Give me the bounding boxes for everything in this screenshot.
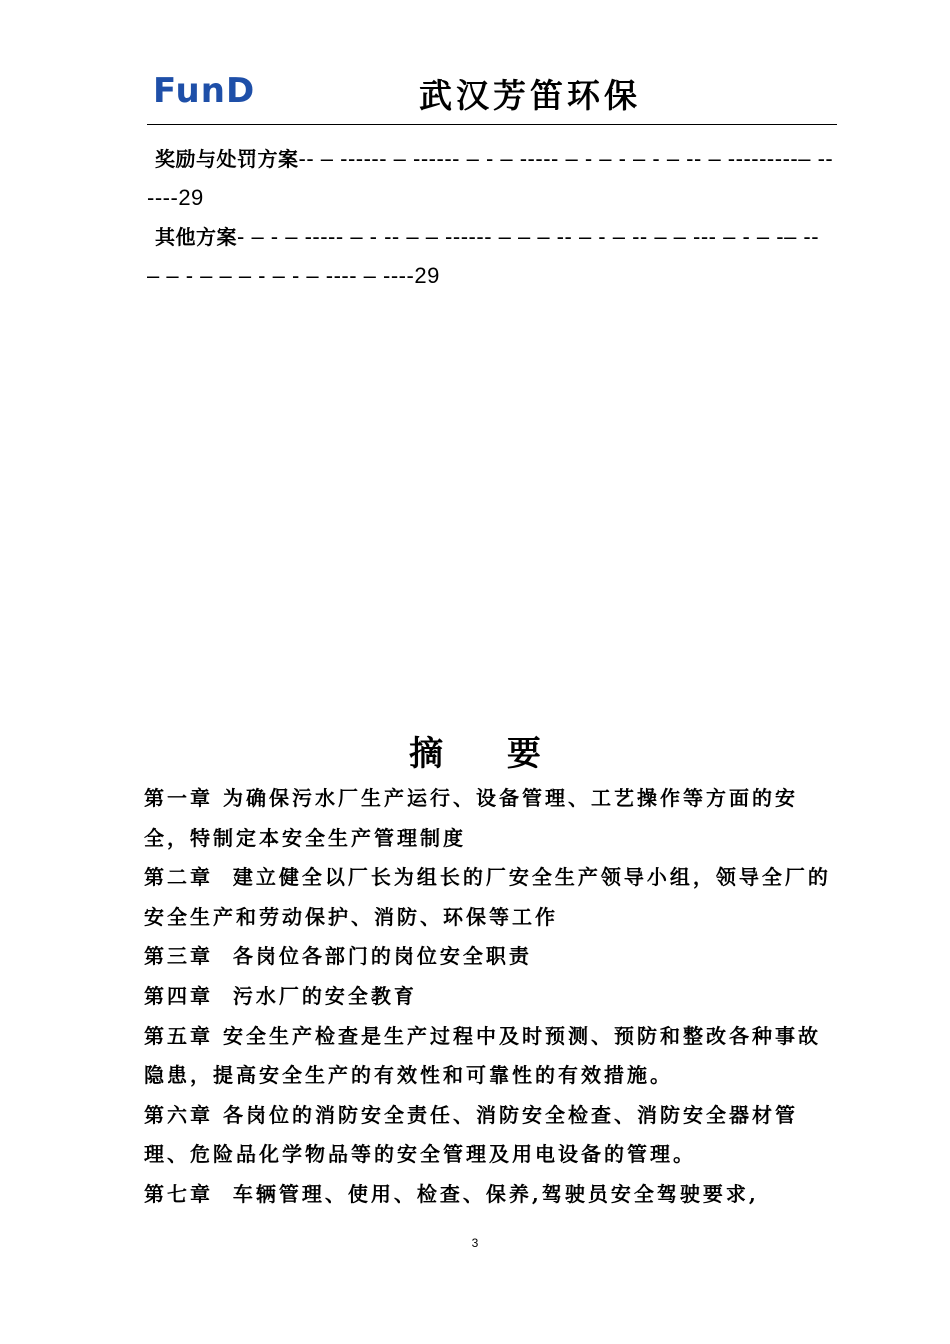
abstract-paragraph: 第一章 为确保污水厂生产运行、设备管理、工艺操作等方面的安全，特制定本安全生产管理制度 [144,786,798,850]
abstract-title: 摘 要 [409,734,567,774]
abstract-paragraph: 第七章 车辆管理、使用、检查、保养,驾驶员安全驾驶要求, [144,1181,759,1206]
toc-entry-page: 29 [178,185,204,210]
company-name: 武汉芳笛环保 [419,76,641,115]
page-number: 3 [471,1236,479,1250]
toc-entry[interactable] [147,140,837,218]
abstract-paragraph: 第五章 安全生产检查是生产过程中及时预测、预防和整改各种事故隐患，提高安全生产的有效性和可靠性的有效措施。 [144,1023,821,1088]
abstract-paragraph: 第二章 建立健全以厂长为组长的厂安全生产领导小组，领导全厂的安全生产和劳动保护、消防、环保等工作 [144,865,831,929]
abstract-body [144,779,837,1215]
abstract-paragraph: 第三章 各岗位各部门的岗位安全职责 [144,944,532,969]
toc-entry-title: 奖励与处罚方案 [155,147,299,171]
toc-entry-leader: - – - – ----- – - -- – – ------ – – – -- – - – -- – – --- – - – -– -- – – - – – – - – - – ---- – ---- [147,224,820,288]
table-of-contents [147,140,837,296]
toc-entry-title: 其他方案 [155,225,237,249]
toc-entry[interactable] [147,218,837,296]
abstract-paragraph: 第四章 污水厂的安全教育 [144,983,417,1008]
abstract-paragraph: 第六章 各岗位的消防安全责任、消防安全检查、消防安全器材管理、危险品化学物品等的安全管理及用电设备的管理。 [144,1102,798,1167]
page-header [147,60,837,125]
toc-entry-leader: -- – ------ – ------ – - – ----- – - – - – - – -- – ---------– ------ [147,146,834,210]
company-logo: FunD [153,71,256,111]
toc-entry-page: 29 [414,263,440,288]
